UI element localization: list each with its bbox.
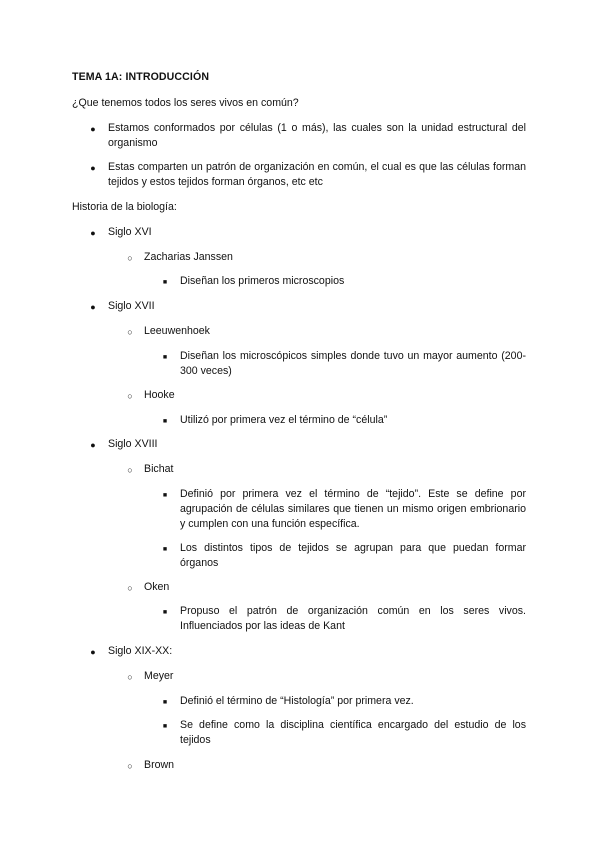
intro-question: ¿Que tenemos todos los seres vivos en común?: [72, 97, 299, 109]
disc-bullet-icon: ●: [90, 440, 96, 450]
person-name: Leeuwenhoek: [144, 325, 210, 337]
person-note: Se define como la disciplina científica encargado del estudio de los tejidos: [180, 719, 526, 746]
century-label: Siglo XVI: [108, 226, 152, 238]
person-name: Hooke: [144, 389, 175, 401]
square-bullet-icon: ■: [162, 546, 168, 553]
person-name: Oken: [144, 581, 170, 593]
circle-bullet-icon: ○: [127, 327, 133, 337]
square-bullet-icon: ■: [162, 699, 168, 706]
person-name: Meyer: [144, 670, 174, 682]
square-bullet-icon: ■: [162, 418, 168, 425]
person-name: Brown: [144, 759, 175, 771]
circle-bullet-icon: ○: [127, 253, 133, 263]
century-label: Siglo XIX-XX:: [108, 645, 173, 657]
disc-bullet-icon: ●: [90, 228, 96, 238]
circle-bullet-icon: ○: [127, 672, 133, 682]
person-note: Definió por primera vez el término de “tejido”. Este se define por agrupación de células similares que tienen un mismo origen embrionario y cumplen con una función específica.: [180, 488, 526, 530]
page-title: TEMA 1A: INTRODUCCIÓN: [72, 71, 210, 83]
square-bullet-icon: ■: [162, 354, 168, 361]
history-heading: Historia de la biología:: [72, 201, 177, 213]
disc-bullet-icon: ●: [90, 163, 96, 173]
square-bullet-icon: ■: [162, 492, 168, 499]
square-bullet-icon: ■: [162, 279, 168, 286]
square-bullet-icon: ■: [162, 723, 168, 730]
intro-bullet-2: Estas comparten un patrón de organización en común, el cual es que las células forman tejidos y estos tejidos forman órganos, etc etc: [108, 161, 526, 188]
circle-bullet-icon: ○: [127, 465, 133, 475]
person-note: Definió el término de “Histología” por primera vez.: [180, 695, 414, 707]
person-note: Propuso el patrón de organización común en los seres vivos. Influenciados por las ideas de Kant: [180, 605, 526, 632]
disc-bullet-icon: ●: [90, 124, 96, 134]
circle-bullet-icon: ○: [127, 761, 133, 771]
century-label: Siglo XVIII: [108, 438, 158, 450]
intro-bullet-1: Estamos conformados por células (1 o más), las cuales son la unidad estructural del organismo: [108, 122, 526, 149]
person-name: Bichat: [144, 463, 174, 475]
square-bullet-icon: ■: [162, 609, 168, 616]
century-label: Siglo XVII: [108, 300, 155, 312]
person-note: Diseñan los microscópicos simples donde tuvo un mayor aumento (200-300 veces): [180, 350, 526, 377]
person-note: Utilizó por primera vez el término de “célula”: [180, 414, 388, 426]
person-note: Los distintos tipos de tejidos se agrupan para que puedan formar órganos: [180, 542, 526, 569]
disc-bullet-icon: ●: [90, 647, 96, 657]
circle-bullet-icon: ○: [127, 583, 133, 593]
disc-bullet-icon: ●: [90, 302, 96, 312]
person-note: Diseñan los primeros microscopios: [180, 275, 345, 287]
circle-bullet-icon: ○: [127, 391, 133, 401]
person-name: Zacharias Janssen: [144, 251, 233, 263]
